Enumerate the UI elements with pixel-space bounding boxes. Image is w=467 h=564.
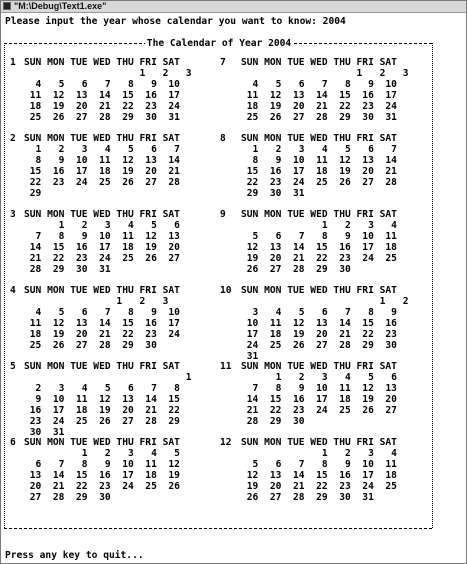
- week-row: 5 6 7 8 9 10 11: [241, 459, 397, 470]
- week-row: 25 26 27 28 29 30: [24, 340, 157, 351]
- week-row: 8 9 10 11 12 13 14: [241, 155, 397, 166]
- week-row: 11 12 13 14 15 16 17: [24, 318, 180, 329]
- week-row: 18 19 20 21 22 23 24: [24, 329, 180, 340]
- week-row: 3 4 5 6 7 8 9: [241, 307, 397, 318]
- week-row: 1 2 3: [241, 68, 409, 79]
- month-number: 7: [220, 57, 226, 68]
- week-row: 13 14 15 16 17 18 19: [24, 470, 180, 481]
- week-row: 17 18 19 20 21 22 23: [241, 329, 397, 340]
- month-number: 9: [220, 209, 226, 220]
- week-row: 2 3 4 5 6 7 8: [24, 383, 180, 394]
- weekday-header: SUN MON TUE WED THU FRI SAT: [241, 361, 397, 372]
- week-row: 1 2 3 4: [241, 448, 397, 459]
- week-row: 1 2 3 4 5 6 7: [24, 144, 180, 155]
- month-number: 8: [220, 133, 226, 144]
- week-row: 15 16 17 18 19 20 21: [24, 166, 180, 177]
- console-output[interactable]: [1, 13, 466, 563]
- weekday-header: SUN MON TUE WED THU FRI SAT: [241, 437, 397, 448]
- week-row: 4 5 6 7 8 9 10: [241, 79, 397, 90]
- week-row: 26 27 28 29 30: [241, 264, 351, 275]
- week-row: 4 5 6 7 8 9 10: [24, 79, 180, 90]
- week-row: 11 12 13 14 15 16 17: [241, 90, 397, 101]
- calendar-title-text: The Calendar of Year 2004: [146, 38, 292, 49]
- week-row: 27 28 29 30: [24, 492, 111, 503]
- week-row: 18 19 20 21 22 23 24: [241, 101, 397, 112]
- week-row: 25 26 27 28 29 30 31: [241, 112, 397, 123]
- week-row: 1 2 3 4 5 6 7: [241, 144, 397, 155]
- week-row: 23 24 25 26 27 28 29: [24, 416, 180, 427]
- quit-message: Press any key to quit...: [5, 550, 144, 561]
- week-row: 9 10 11 12 13 14 15: [24, 394, 180, 405]
- weekday-header: SUN MON TUE WED THU FRI SAT: [241, 209, 397, 220]
- week-row: 1 2 3 4 5: [24, 448, 180, 459]
- window-title: "M:\Debug\Text1.exe": [14, 1, 107, 11]
- month-number: 1: [10, 57, 16, 68]
- week-row: 26 27 28 29 30 31: [241, 492, 374, 503]
- month-number: 12: [220, 437, 232, 448]
- input-prompt: Please input the year whose calendar you want to know: 2004: [5, 16, 346, 27]
- week-row: 21 22 23 24 25 26 27: [24, 253, 180, 264]
- week-row: 22 23 24 25 26 27 28: [241, 177, 397, 188]
- month-number: 3: [10, 209, 16, 220]
- weekday-header: SUN MON TUE WED THU FRI SAT: [24, 133, 180, 144]
- week-row: 1 2 3 4 5 6: [24, 220, 180, 231]
- week-row: 8 9 10 11 12 13 14: [24, 155, 180, 166]
- week-row: 4 5 6 7 8 9 10: [24, 307, 180, 318]
- week-row: 14 15 16 17 18 19 20: [241, 394, 397, 405]
- month-number: 4: [10, 285, 16, 296]
- weekday-header: SUN MON TUE WED THU FRI SAT: [241, 57, 397, 68]
- week-row: 28 29 30: [241, 416, 305, 427]
- week-row: 15 16 17 18 19 20 21: [241, 166, 397, 177]
- week-row: 19 20 21 22 23 24 25: [241, 253, 397, 264]
- week-row: 10 11 12 13 14 15 16: [241, 318, 397, 329]
- weekday-header: SUN MON TUE WED THU FRI SAT: [241, 285, 397, 296]
- week-row: 28 29 30 31: [24, 264, 111, 275]
- week-row: 22 23 24 25 26 27 28: [24, 177, 180, 188]
- week-row: 1: [24, 372, 192, 383]
- week-row: 29: [24, 188, 42, 199]
- week-row: 30 31: [24, 427, 65, 438]
- month-number: 5: [10, 361, 16, 372]
- week-row: 16 17 18 19 20 21 22: [24, 405, 180, 416]
- weekday-header: SUN MON TUE WED THU FRI SAT: [24, 209, 180, 220]
- week-row: 11 12 13 14 15 16 17: [24, 90, 180, 101]
- month-number: 6: [10, 437, 16, 448]
- week-row: 1 2 3: [24, 296, 169, 307]
- week-row: 18 19 20 21 22 23 24: [24, 101, 180, 112]
- weekday-header: SUN MON TUE WED THU FRI SAT: [241, 133, 397, 144]
- weekday-header: SUN MON TUE WED THU FRI SAT: [24, 285, 180, 296]
- month-number: 11: [220, 361, 232, 372]
- month-number: 10: [220, 285, 232, 296]
- week-row: 25 26 27 28 29 30 31: [24, 112, 180, 123]
- week-row: 24 25 26 27 28 29 30: [241, 340, 397, 351]
- week-row: 5 6 7 8 9 10 11: [241, 231, 397, 242]
- week-row: 12 13 14 15 16 17 18: [241, 242, 397, 253]
- week-row: 21 22 23 24 25 26 27: [241, 405, 397, 416]
- week-row: 7 8 9 10 11 12 13: [241, 383, 397, 394]
- week-row: 20 21 22 23 24 25 26: [24, 481, 180, 492]
- console-icon: [3, 2, 11, 10]
- week-row: 1 2 3 4 5 6: [241, 372, 397, 383]
- week-row: 31: [241, 351, 259, 362]
- weekday-header: SUN MON TUE WED THU FRI SAT: [24, 361, 180, 372]
- month-number: 2: [10, 133, 16, 144]
- week-row: 14 15 16 17 18 19 20: [24, 242, 180, 253]
- week-row: 29 30 31: [241, 188, 305, 199]
- week-row: 1 2: [241, 296, 409, 307]
- weekday-header: SUN MON TUE WED THU FRI SAT: [24, 437, 180, 448]
- frame-bottom-border: [4, 528, 432, 529]
- week-row: 7 8 9 10 11 12 13: [24, 231, 180, 242]
- week-row: 6 7 8 9 10 11 12: [24, 459, 180, 470]
- week-row: 19 20 21 22 23 24 25: [241, 481, 397, 492]
- week-row: 12 13 14 15 16 17 18: [241, 470, 397, 481]
- title-bar[interactable]: [1, 1, 466, 13]
- calendar-title: [1, 38, 437, 49]
- week-row: 1 2 3: [24, 68, 192, 79]
- week-row: 1 2 3 4: [241, 220, 397, 231]
- weekday-header: SUN MON TUE WED THU FRI SAT: [24, 57, 180, 68]
